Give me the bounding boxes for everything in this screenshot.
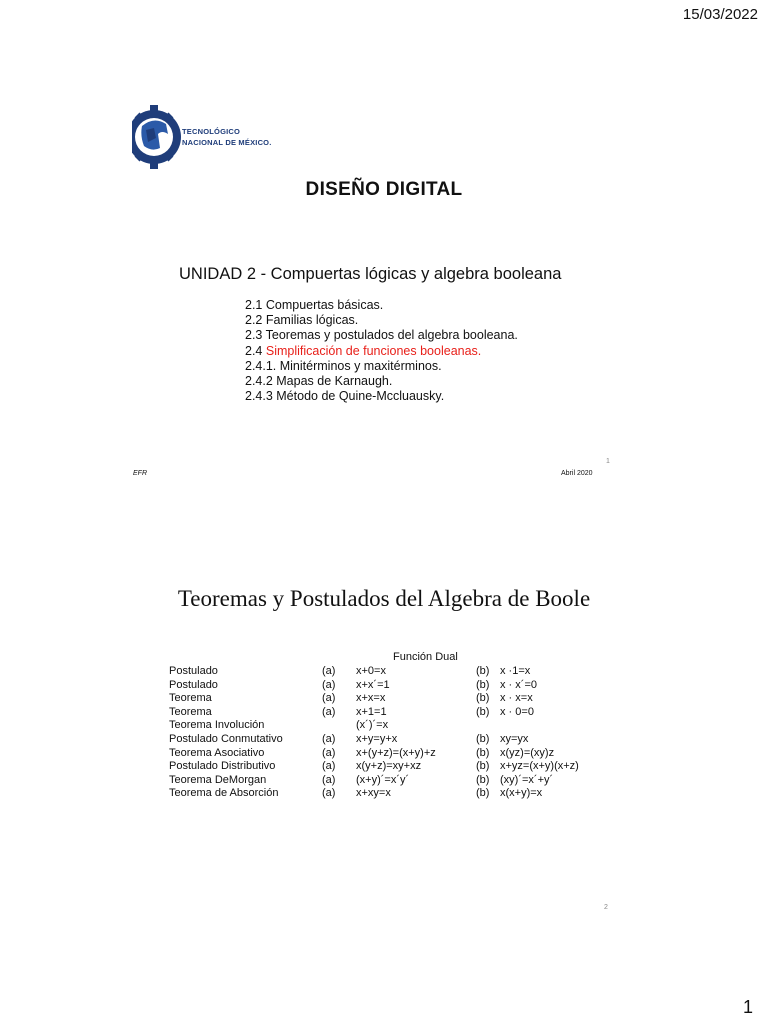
law-a-label: (a) bbox=[322, 665, 336, 677]
law-name: Postulado bbox=[169, 678, 218, 691]
law-b-label: (b) bbox=[476, 787, 490, 800]
law-b-expr: (xy)´=x´+y´ bbox=[500, 773, 554, 786]
law-a-expr: x(y+z)=xy+xz bbox=[356, 760, 422, 773]
law-b-expr: x(x+y)=x bbox=[500, 787, 543, 800]
law-a-expr: x+0=x bbox=[356, 665, 386, 677]
law-a-label: (a) bbox=[322, 732, 336, 745]
slide-page-number: 1 bbox=[606, 458, 610, 465]
law-b-label: (b) bbox=[476, 678, 490, 691]
law-a-expr: (x+y)´=x´y´ bbox=[356, 773, 410, 786]
law-a-label: (a) bbox=[322, 692, 336, 705]
toc-item: 2.2 Familias lógicas. bbox=[245, 313, 359, 328]
footer-date: Abril 2020 bbox=[561, 470, 593, 477]
law-name: Teorema bbox=[169, 692, 212, 705]
footer-author: EFR bbox=[133, 470, 147, 477]
law-a-expr: x+x´=1 bbox=[356, 678, 390, 691]
logo-text-line1: TECNOLÓGICO bbox=[182, 127, 241, 136]
law-b-label: (b) bbox=[476, 760, 490, 773]
table-of-contents bbox=[245, 298, 518, 404]
law-b-expr: x ·1=x bbox=[500, 665, 531, 677]
law-b-label: (b) bbox=[476, 692, 490, 705]
logo-text bbox=[182, 126, 272, 148]
logo-text-line2: NACIONAL DE MÉXICO. bbox=[182, 138, 272, 147]
dual-function-header: Función Dual bbox=[393, 651, 458, 663]
law-a-expr: x+y=y+x bbox=[356, 732, 398, 745]
law-a-label: (a) bbox=[322, 678, 336, 691]
law-a-expr: x+x=x bbox=[356, 692, 386, 705]
law-b-label: (b) bbox=[476, 746, 490, 759]
document-date: 15/03/2022 bbox=[682, 6, 758, 23]
law-b-expr: x · 0=0 bbox=[500, 705, 534, 718]
law-b-expr: x+yz=(x+y)(x+z) bbox=[500, 760, 579, 773]
law-name: Postulado Conmutativo bbox=[169, 732, 283, 745]
toc-item: 2.1 Compuertas básicas. bbox=[245, 298, 384, 312]
law-b-label: (b) bbox=[476, 732, 490, 745]
law-name: Postulado Distributivo bbox=[169, 760, 276, 773]
law-b-expr: xy=yx bbox=[500, 732, 529, 745]
law-a-label: (a) bbox=[322, 760, 336, 773]
toc-item: 2.4.3 Método de Quine-Mccluausky. bbox=[245, 389, 445, 404]
law-name: Teorema Involución bbox=[169, 719, 265, 732]
law-b-label: (b) bbox=[476, 773, 490, 786]
law-a-label: (a) bbox=[322, 705, 336, 718]
law-name: Teorema bbox=[169, 705, 212, 718]
slide-title: Teoremas y Postulados del Algebra de Boole bbox=[177, 586, 591, 611]
law-b-expr: x · x´=0 bbox=[500, 678, 537, 691]
toc-item: 2.4.2 Mapas de Karnaugh. bbox=[245, 374, 393, 389]
toc-item: 2.4.1. Minitérminos y maxitérminos. bbox=[245, 358, 442, 373]
law-name: Teorema Asociativo bbox=[169, 746, 265, 759]
course-title: DISEÑO DIGITAL bbox=[305, 179, 463, 200]
law-b-label: (b) bbox=[476, 665, 490, 677]
toc-item-highlighted: 2.4 Simplificación de funciones booleanas. bbox=[245, 343, 482, 358]
law-name: Teorema DeMorgan bbox=[169, 773, 267, 786]
sheet-number: 1 bbox=[742, 997, 753, 1017]
slide-page-number: 2 bbox=[604, 904, 608, 911]
toc-item: 2.3 Teoremas y postulados del algebra booleana. bbox=[245, 328, 518, 343]
law-a-label: (a) bbox=[322, 773, 336, 786]
law-a-expr: x+1=1 bbox=[356, 705, 387, 718]
law-b-expr: x(yz)=(xy)z bbox=[500, 746, 555, 759]
law-a-expr: (x´)´=x bbox=[356, 719, 389, 732]
law-a-label: (a) bbox=[322, 746, 336, 759]
law-b-label: (b) bbox=[476, 705, 490, 718]
law-a-expr: x+xy=x bbox=[356, 787, 391, 800]
unit-heading: UNIDAD 2 - Compuertas lógicas y algebra booleana bbox=[179, 265, 562, 283]
law-name: Postulado bbox=[169, 665, 218, 677]
law-name: Teorema de Absorción bbox=[169, 787, 279, 800]
law-a-label: (a) bbox=[322, 787, 336, 800]
law-a-expr: x+(y+z)=(x+y)+z bbox=[356, 746, 436, 759]
law-b-expr: x · x=x bbox=[500, 692, 533, 705]
